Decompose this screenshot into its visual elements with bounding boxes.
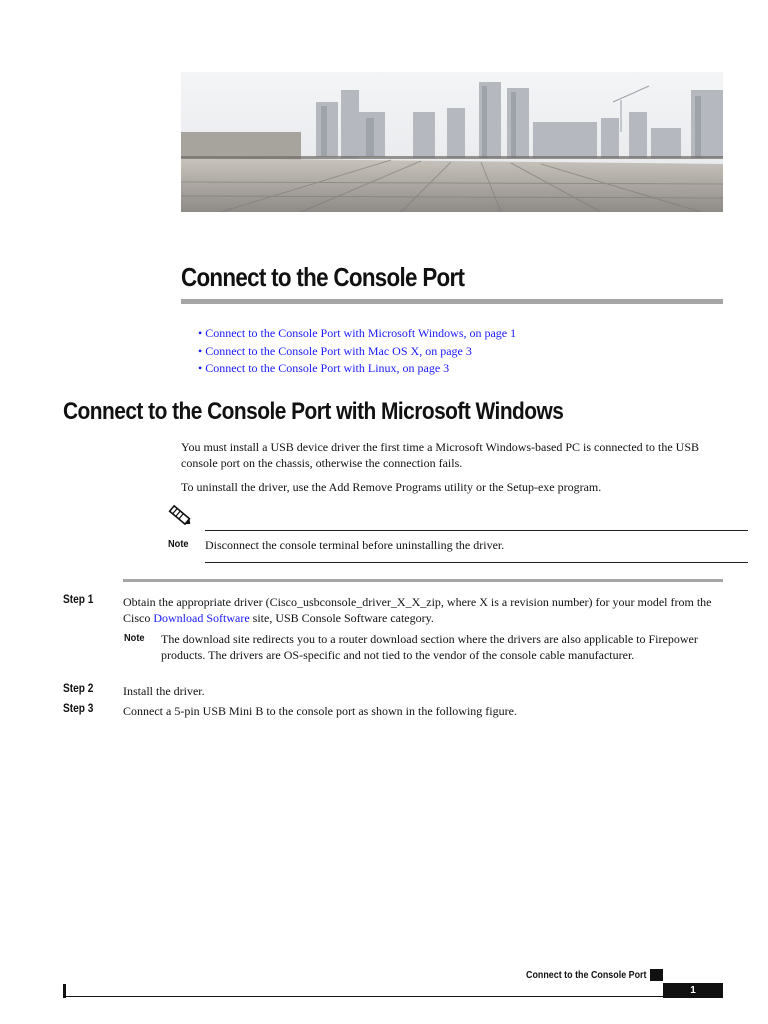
- footer-chapter-title: Connect to the Console Port: [526, 969, 647, 981]
- steps-rule: [123, 579, 723, 582]
- step-label: Step 1: [63, 594, 94, 606]
- chapter-title: Connect to the Console Port: [181, 262, 465, 292]
- toc-link-windows[interactable]: Connect to the Console Port with Microsoft Windows, on page 1: [205, 326, 517, 340]
- toc-bullet: •: [198, 343, 203, 358]
- note-text: Disconnect the console terminal before uninstalling the driver.: [205, 538, 505, 552]
- step-text-part: Obtain the appropriate driver (Cisco_usbconsole_driver_X_X_zip, where X is a revision number) for your model from the Cisco: [123, 595, 712, 625]
- step-text: [123, 594, 723, 626]
- body-paragraph: You must install a USB device driver the first time a Microsoft Windows-based PC is connected to the USB console port on the chassis, otherwise the connection fails.: [181, 440, 700, 470]
- footer-rule: [66, 996, 666, 997]
- section-title: Connect to the Console Port with Microsoft Windows: [63, 398, 564, 425]
- download-software-link[interactable]: Download Software: [153, 611, 250, 625]
- footer-marker: [650, 969, 663, 981]
- step-note-label: Note: [124, 632, 145, 644]
- toc-link-linux[interactable]: Connect to the Console Port with Linux, on page 3: [205, 361, 450, 375]
- toc-item: [198, 360, 516, 378]
- chapter-toc: [198, 325, 516, 378]
- toc-item: [198, 325, 516, 343]
- toc-bullet: •: [198, 326, 203, 340]
- note-rule: [205, 562, 748, 563]
- body-paragraph: To uninstall the driver, use the Add Remove Programs utility or the Setup-exe program.: [181, 480, 602, 494]
- toc-link-macos[interactable]: Connect to the Console Port with Mac OS X, on page 3: [205, 343, 472, 358]
- step-text: Install the driver.: [123, 684, 205, 698]
- step-note-text: The download site redirects you to a router download section where the drivers are also applicable to Firepower products. The drivers are OS-specific and not tied to the vendor of the console cable manufacturer.: [161, 632, 698, 662]
- step-label: Step 2: [63, 683, 94, 695]
- step-label: Step 3: [63, 703, 94, 715]
- toc-item: [198, 343, 516, 361]
- toc-bullet: •: [198, 361, 203, 375]
- page-number: 1: [663, 983, 723, 998]
- chapter-title-rule: [181, 299, 723, 304]
- pencil-note-icon: [166, 503, 194, 529]
- note-rule: [205, 530, 748, 531]
- step-text: Connect a 5-pin USB Mini B to the console port as shown in the following figure.: [123, 704, 517, 718]
- step-text-part: site, USB Console Software category.: [249, 611, 434, 625]
- header-cityscape-image: [181, 72, 723, 212]
- note-label: Note: [168, 538, 189, 550]
